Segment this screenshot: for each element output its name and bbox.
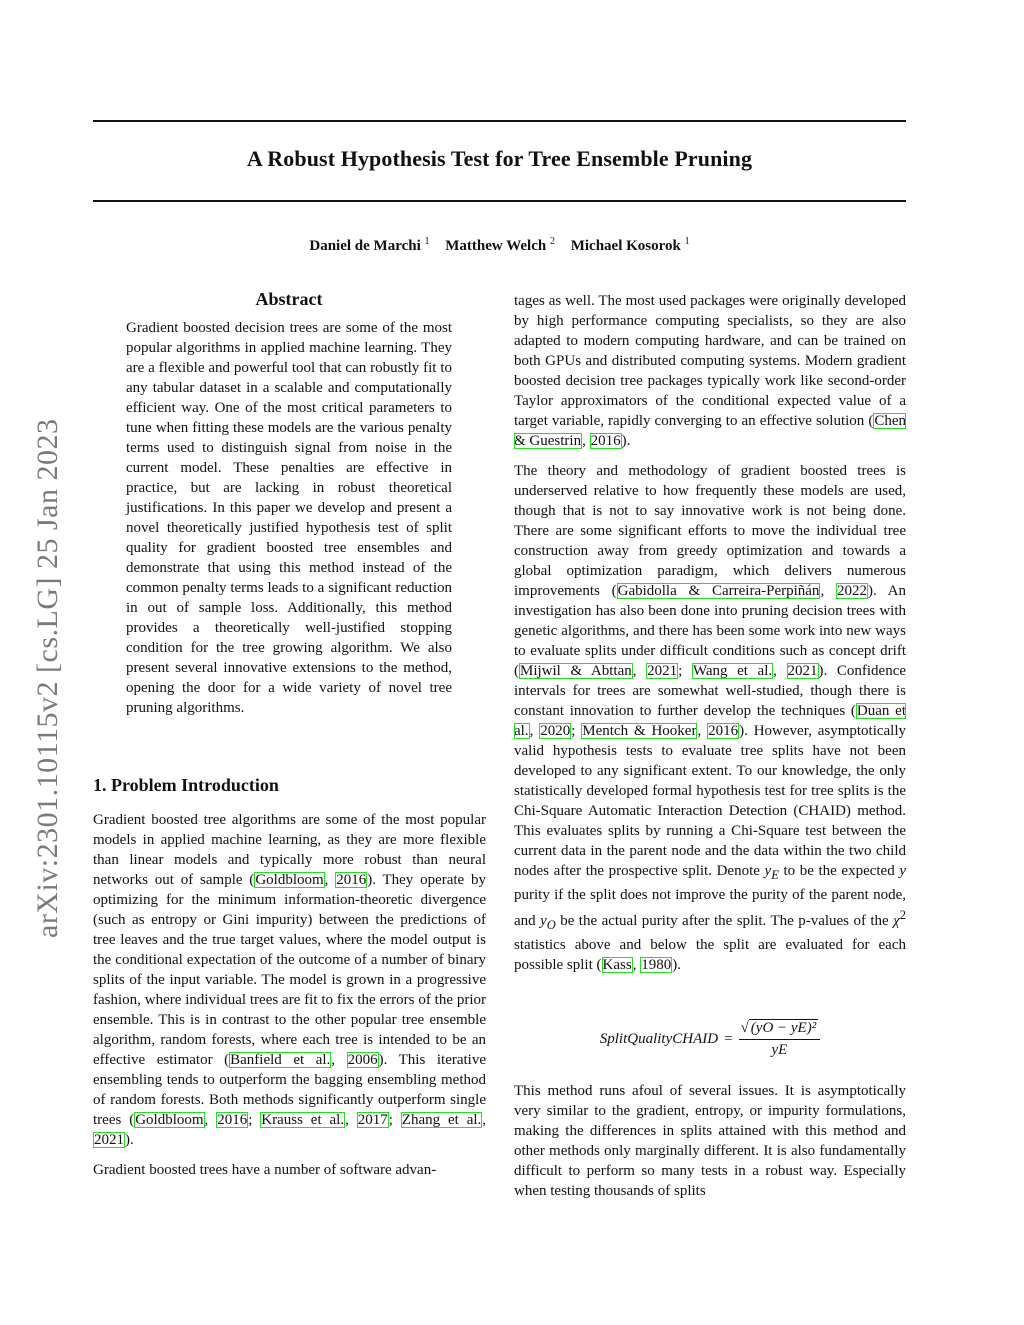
text-span: ).: [672, 957, 681, 973]
citation-link[interactable]: Duan et al.: [514, 703, 906, 739]
citation-link[interactable]: Goldbloom: [135, 1112, 204, 1128]
citation-link[interactable]: Goldbloom: [255, 872, 324, 888]
text-span: ,: [345, 1112, 357, 1128]
math-subscript: O: [546, 918, 556, 932]
text-span: ,: [529, 723, 540, 739]
text-span: ). This iterative ensembling tends to outperform the bagging ensembling method of random forests. Both methods significantly outperform single trees (: [93, 1052, 487, 1128]
author: [445, 238, 555, 254]
equation-denominator: yE: [771, 1041, 788, 1058]
author-name: Daniel de Marchi: [309, 238, 421, 254]
text-span: ,: [482, 1112, 487, 1128]
text-span: ). Confidence intervals for trees are somewhat well-studied, though there is constant innovation to further develop the techniques (: [514, 663, 907, 719]
top-rule: [93, 120, 906, 122]
title-bottom-rule: [93, 200, 906, 202]
text-span: ,: [820, 583, 836, 599]
abstract-heading: Abstract: [255, 289, 323, 309]
arxiv-identifier: arXiv:2301.10115v2 [cs.LG] 25 Jan 2023: [31, 418, 64, 938]
equation-numerator: [739, 1020, 821, 1040]
text-span: ). An investigation has also been done into pruning decision trees with genetic algorithms, and there has been some work into new ways to evaluate splits under difficult conditions such as concept drift (: [514, 583, 906, 679]
citation-year-link[interactable]: 2006: [347, 1052, 378, 1068]
author-name: Michael Kosorok: [570, 238, 681, 254]
text-span: ,: [582, 433, 590, 449]
author: [571, 238, 690, 254]
text-span: ,: [632, 957, 641, 973]
text-span: ;: [678, 663, 692, 679]
paragraph: [93, 810, 486, 1150]
text-span: ).: [125, 1132, 134, 1148]
citation-year-link[interactable]: 2020: [540, 723, 571, 739]
text-span: ,: [331, 1052, 347, 1068]
paper-title: A Robust Hypothesis Test for Tree Ensemble Pruning: [246, 146, 753, 171]
citation-year-link[interactable]: 2022: [836, 583, 867, 599]
citation-link[interactable]: Wang et al.: [692, 663, 773, 679]
citation-link[interactable]: Zhang et al.: [401, 1112, 482, 1128]
paragraph: [514, 291, 906, 451]
author-name: Matthew Welch: [445, 238, 547, 254]
paragraph: This method runs afoul of several issues. It is asymptotically very similar to the gradient, entropy, or impurity formulations, making the differences in splits attained with this method and other methods only marginally different. It is also fundamentally difficult to perform so many tests in a robust way. Especially when testing thousands of splits: [514, 1083, 906, 1199]
citation-link[interactable]: Gabidolla & Carreira-Perpiñán: [617, 583, 820, 599]
text-span: tages as well. The most used packages were originally developed by high performance computing specialists, so they are also adapted to modern computing hardware, and can be trained on both GPUs and distributed computing systems. Modern gradient boosted decision tree packages typically work like second-order Taylor approximators of the conditional expected value of a target variable, rapidly converging to an effective solution (: [514, 293, 906, 429]
author-affiliation: 1: [424, 236, 430, 247]
author-list: [93, 236, 906, 255]
citation-link[interactable]: Mentch & Hooker: [582, 723, 697, 739]
math-symbol: y: [764, 863, 772, 879]
text-span: ,: [773, 663, 787, 679]
citation-year-link[interactable]: 2021: [94, 1132, 124, 1148]
text-span: ,: [697, 723, 708, 739]
paragraph: [514, 461, 906, 975]
citation-link[interactable]: Chen & Guestrin: [514, 413, 906, 449]
text-span: ). However, asymptotically valid hypothesis tests to evaluate tree splits have not been developed to any significant extent. To our knowledge, the only statistically developed formal hypothesis test for tree splits is the Chi-Square Automatic Interaction Detection (CHAID) method. This evaluates splits by running a Chi-Square test between the current data in the parent node and the data within the two child nodes after the prospective split. Denote: [514, 723, 907, 879]
section-heading: 1. Problem Introduction: [93, 775, 279, 795]
text-span: ,: [204, 1112, 217, 1128]
right-column-body: [514, 291, 906, 985]
text-span: Gradient boosted tree algorithms are some of the most popular models in applied machine learning, as they are more flexible than linear models and typically more robust than neural networks out of sample (: [93, 812, 486, 888]
text-span: ;: [571, 723, 582, 739]
citation-link[interactable]: Banfield et al.: [230, 1052, 331, 1068]
author: [309, 238, 429, 254]
text-span: The theory and methodology of gradient boosted trees is underserved relative to how frequently these models are used, though that is not to say innovative work is not being done. There are some significant efforts to move the individual tree construction away from greedy optimization and towards a global optimization paradigm, which delivers numerous improvements (: [514, 463, 906, 599]
citation-year-link[interactable]: 2016: [708, 723, 739, 739]
text-span: ;: [248, 1112, 261, 1128]
equals-sign: =: [724, 1030, 733, 1047]
citation-year-link[interactable]: 1980: [641, 957, 672, 973]
equation-lhs: SplitQualityCHAID: [599, 1030, 719, 1047]
math-symbol: y: [540, 913, 547, 929]
sqrt-symbol: √: [740, 1019, 749, 1036]
text-span: ,: [324, 872, 336, 888]
math-subscript: E: [771, 868, 779, 882]
math-symbol: y: [899, 863, 907, 879]
author-affiliation: 2: [549, 236, 555, 247]
citation-link[interactable]: Kass: [602, 957, 632, 973]
text-span: purity if the split does not improve the purity of the parent node, and: [514, 887, 906, 929]
citation-year-link[interactable]: 2016: [590, 433, 621, 449]
text-span: ,: [632, 663, 647, 679]
citation-year-link[interactable]: 2021: [647, 663, 678, 679]
text-span: ). They operate by optimizing for the minimum information-theoretic divergence (such as entropy or Gini impurity) between the predictions of tree leaves and the true target values, where the model output is the conditional expectation of the outcome of a number of binary splits of the input variable. The model is grown in a progressive fashion, where individual trees are fit to fix the errors of the prior ensemble. This is in contrast to the other popular tree ensemble algorithm, random forests, where each tree is intended to be an effective estimator (: [93, 872, 487, 1068]
citation-year-link[interactable]: 2021: [787, 663, 818, 679]
citation-link[interactable]: Krauss et al.: [261, 1112, 345, 1128]
math-symbol: χ: [893, 913, 900, 929]
citation-year-link[interactable]: 2016: [217, 1112, 248, 1128]
numerator-expression: (yO − yE)²: [750, 1019, 817, 1036]
paragraph: Gradient boosted trees have a number of software advan-: [93, 1162, 437, 1178]
chaid-equation: [514, 1014, 906, 1064]
left-column-body: [93, 810, 486, 1190]
text-span: to be the expected: [778, 863, 900, 879]
abstract-body: Gradient boosted decision trees are some of the most popular algorithms in applied machine learning. They are a flexible and powerful tool that can robustly fit to any tabular dataset in a scalable and computationally efficient way. One of the most critical parameters to tune when fitting these models are the various penalty terms used to distinguish signal from noise in the current model. These penalties are effective in practice, but are lacking in robust theoretical justifications. In this paper we develop and present a novel theoretically justified hypothesis test of split quality for gradient boosted tree ensembles and demonstrate that using this method instead of the common penalty terms leads to a significant reduction in out of sample loss. Additionally, this method provides a theoretically well-justified stopping condition for the tree growing algorithm. We also present several innovative extensions to the method, opening the door for a wide variety of novel tree pruning algorithms.: [126, 320, 452, 716]
math-superscript: 2: [899, 908, 906, 922]
text-span: ).: [621, 433, 631, 449]
text-span: ;: [388, 1112, 401, 1128]
text-span: be the actual purity after the split. The p-values of the: [555, 913, 894, 929]
author-affiliation: 1: [684, 236, 690, 247]
citation-year-link[interactable]: 2017: [357, 1112, 388, 1128]
text-span: statistics above and below the split are evaluated for each possible split (: [514, 937, 906, 973]
citation-link[interactable]: Mijwil & Abttan: [520, 663, 632, 679]
citation-year-link[interactable]: 2016: [336, 872, 367, 888]
equation-fraction: [739, 1020, 821, 1059]
